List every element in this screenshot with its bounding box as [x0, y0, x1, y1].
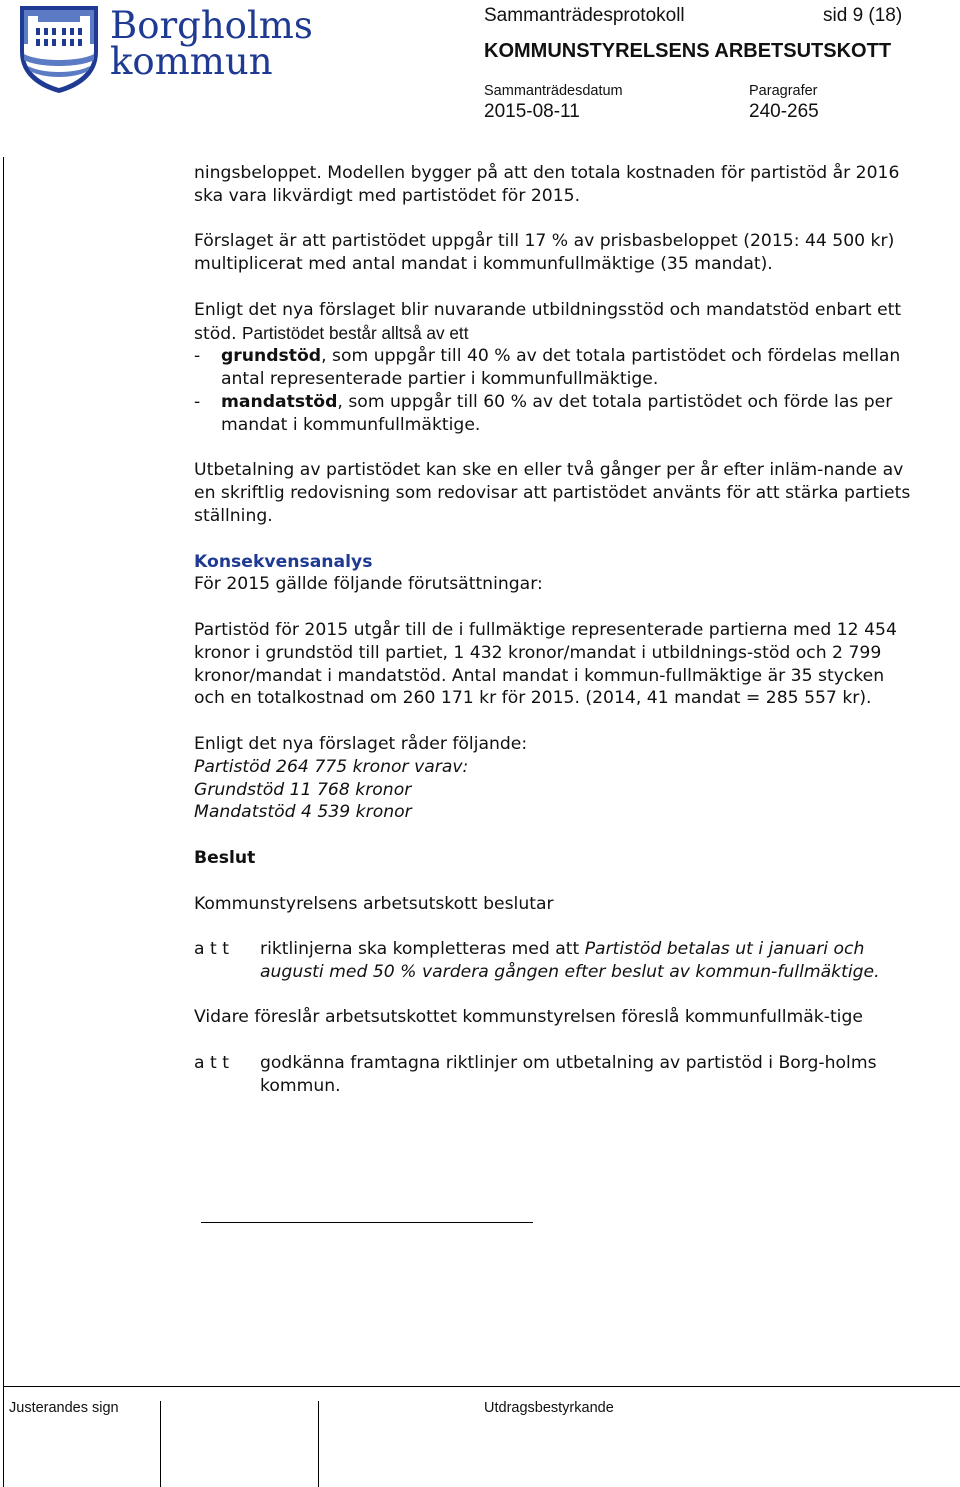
decision-1-italic: Partistöd betalas ut i januari och augusti med 50 % vardera gången efter beslut av kommun-fullmäktige. [260, 939, 880, 982]
new-proposal-text: Enligt det nya förslaget blir nuvarande utbildningsstöd och mandatstöd enbart ett stöd. [194, 299, 902, 344]
list-dash: - [194, 391, 201, 412]
decision-item-2 [194, 1052, 914, 1098]
paragraph-continuation: ningsbeloppet. Modellen bygger på att den totala kostnaden för partistöd år 2016 ska vara likvärdigt med partistödet för 2015. [194, 163, 900, 206]
paragraph-2015-support: Partistöd för 2015 utgår till de i fullmäktige representerade partierna med 12 454 kronor i grundstöd till partiet, 1 432 kronor/mandat i utbildnings-stöd och 2 799 kronor/mandat i mandatstöd. Antal mandat i kommun-fullmäktige är 35 stycken och en totalkostnad om 260 171 kr för 2015. (2014, 41 mandat = 285 557 kr). [194, 619, 897, 709]
logo-name-line2: kommun [110, 40, 273, 83]
paragraphs-label: Paragrafer [749, 83, 818, 99]
decision-item-1 [194, 938, 914, 984]
signature-box-divider-2 [318, 1401, 319, 1487]
value-total-support: Partistöd 264 775 kronor varav: [194, 756, 469, 777]
protocol-body [194, 162, 914, 1098]
paragraph-new-values-intro: Enligt det nya förslaget råder följande: [194, 733, 528, 754]
logo-name-line1: Borgholms [110, 4, 313, 47]
committee-title: KOMMUNSTYRELSENS ARBETSUTSKOTT [484, 40, 892, 62]
paragraph-proposal: Förslaget är att partistödet uppgår till 17 % av prisbasbeloppet (2015: 44 500 kr) multiplicerat med antal mandat i kommunfullmäktige (35 mandat). [194, 231, 895, 275]
paragraph-decision-intro: Kommunstyrelsens arbetsutskott beslutar [194, 893, 554, 914]
mandatstod-description: , som uppgår till 60 % av det totala partistödet och förde las per mandat i kommunfullmäktige. [221, 391, 893, 435]
footer-rule [3, 1386, 960, 1387]
doc-type: Sammanträdesprotokoll [484, 5, 685, 26]
page-number: sid 9 (18) [823, 5, 903, 26]
date-value: 2015-08-11 [484, 101, 580, 122]
paragraph-payment: Utbetalning av partistödet kan ske en eller två gånger per år efter inläm-nande av en skriftlig redovisning som redovisar att partistödet använts för att stärka partiets ställning. [194, 460, 911, 526]
list-item-mandatstod [194, 391, 914, 437]
list-item-grundstod [194, 345, 914, 391]
decision-2-text: godkänna framtagna riktlinjer om utbetalning av partistöd i Borg-holms kommun. [260, 1053, 877, 1096]
paragraph-further-proposal: Vidare föreslår arbetsutskottet kommunstyrelsen föreslå kommunfullmäk-tige [194, 1007, 863, 1028]
term-grundstod: grundstöd [221, 346, 322, 367]
decision-1-text: riktlinjerna ska kompletteras med att [260, 939, 585, 960]
paragraphs-value: 240-265 [749, 101, 819, 122]
support-composition-text: Partistödet består alltså av ett [242, 322, 469, 343]
heading-beslut: Beslut [194, 847, 256, 868]
coat-of-arms-icon [18, 4, 100, 94]
signature-label: Justerandes sign [9, 1400, 119, 1416]
municipality-logo [18, 4, 313, 96]
end-of-decision-line [201, 1222, 533, 1223]
paragraph-new-proposal [194, 299, 914, 346]
att-marker: a t t [194, 1053, 229, 1074]
list-dash: - [194, 346, 201, 367]
extract-verification-label: Utdragsbestyrkande [484, 1400, 614, 1416]
term-mandatstod: mandatstöd [221, 391, 338, 412]
paragraph-2015-conditions: För 2015 gällde följande förutsättningar: [194, 574, 543, 595]
value-grundstod: Grundstöd 11 768 kronor [194, 779, 412, 800]
signature-box-divider-1 [160, 1401, 161, 1487]
date-label: Sammanträdesdatum [484, 83, 623, 99]
att-marker: a t t [194, 939, 229, 960]
heading-konsekvensanalys: Konsekvensanalys [194, 551, 373, 572]
value-mandatstod: Mandatstöd 4 539 kronor [194, 802, 412, 823]
grundstod-description: , som uppgår till 40 % av det totala partistödet och fördelas mellan antal representerade partier i kommunfullmäktige. [221, 346, 901, 390]
left-margin-rule [3, 157, 4, 1487]
